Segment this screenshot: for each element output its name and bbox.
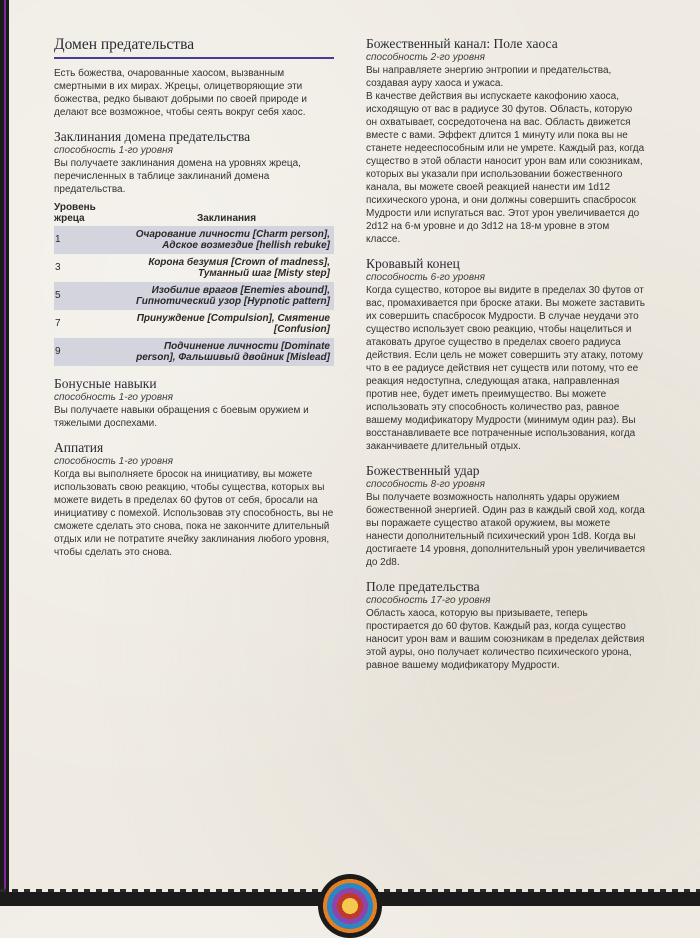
table-cell-level: 5: [54, 282, 119, 310]
bloody-end-text: Когда существо, которое вы видите в пределах 30 футов от вас, промахивается при броске атаки. Вы можете заставить их совершить спасбросок Мудрости. В случае неудачи это существо использует свою реакцию, чтобы нацелиться и атаковать другое существо в пределах своего радиуса действия. Если цель не может совершить эту атаку, потому что в ее радиусе действия нет существ или потому, что ее реакция недоступна, следующая атака, направленная против нее, будет иметь преимущество. Вы можете использовать эту способность количество раз, равное вашему модификатору Мудрости (минимум один раз). Вы восстанавливаете все потраченные использования, когда заканчиваете длительный отдых.: [366, 285, 645, 452]
page-title: Домен предательства: [54, 36, 334, 59]
table-header-spells: Заклинания: [196, 213, 257, 224]
domain-spells-level: способность 1-го уровня: [54, 145, 173, 156]
table-cell-spells: Подчинение личности [Dominate person], Фальшивый двойник [Mislead]: [119, 338, 334, 366]
bloody-end-heading: Кровавый конец: [366, 256, 460, 271]
table-cell-level: 3: [55, 262, 61, 274]
field-of-betrayal-level: способность 17-го уровня: [366, 595, 491, 606]
apathy-level: способность 1-го уровня: [54, 456, 173, 467]
table-header-level: Уровень жреца: [54, 202, 96, 224]
footer-emblem-icon: [318, 874, 382, 938]
bonus-skills-level: способность 1-го уровня: [54, 392, 173, 403]
table-cell-spells: Принуждение [Compulsion], Смятение [Confusion]: [136, 312, 330, 335]
intro-paragraph: Есть божества, очарованные хаосом, вызванным смертными в их мирах. Жрецы, олицетворяющие эти божества, редко бывают добрыми по своей природе и делают все возможное, чтобы сеять вокруг себя хаос.: [54, 68, 307, 118]
channel-heading: Божественный канал: Поле хаоса: [366, 36, 558, 51]
table-cell-spells: Очарование личности [Charm person], Адское возмездие [hellish rebuke]: [119, 226, 334, 254]
apathy-heading: Аппатия: [54, 440, 104, 455]
table-row: [54, 310, 334, 338]
channel-level: способность 2-го уровня: [366, 52, 485, 63]
apathy-text: Когда вы выполняете бросок на инициативу, вы можете использовать свою реакцию, чтобы существа, которых вы можете видеть в пределах 60 футов от себя, бросали на инициативу с помехой. Использовав эту способность, вы не сможете сделать это снова, пока не закончите длительный отдых или не потратите ячейку заклинания любого уровня, чтобы сделать это снова.: [54, 469, 334, 558]
channel-text-2: В качестве действия вы испускаете какофонию хаоса, исходящую от вас в радиусе 30 футов. Область, которую он охватывает, сосредоточена на вас. Область движется вместе с вами. Эффект длится 1 минуту или пока вы не станете недееспособным или не умрете. Каждый раз, когда существо в этой области наносит урон вам или союзникам, которых вы указали при использовании божественного канала, вы можете своей реакцией нанести им 1d12 психического урона, и они должны совершить спасбросок Мудрости или испугаться вас. Этот урон увеличивается до 2d12 на 6-м уровне и до 3d12 на 18-м уровне в этом классе.: [366, 91, 645, 245]
field-of-betrayal-text: Область хаоса, которую вы призываете, теперь простирается до 60 футов. Каждый раз, когда существо наносит урон вам и вашим союзникам в пределах действия этой ауры, оно получает количество психического урона, равное вашему модификатору Мудрости.: [366, 608, 645, 671]
bonus-skills-heading: Бонусные навыки: [54, 376, 157, 391]
divine-strike-level: способность 8-го уровня: [366, 479, 485, 490]
table-cell-level: 1: [54, 226, 119, 254]
table-cell-level: 9: [54, 338, 119, 366]
bloody-end-level: способность 6-го уровня: [366, 272, 485, 283]
table-cell-spells: Корона безумия [Crown of madness], Туманный шаг [Misty step]: [148, 256, 330, 279]
bonus-skills-text: Вы получаете навыки обращения с боевым оружием и тяжелыми доспехами.: [54, 405, 309, 429]
table-cell-level: 7: [55, 318, 61, 330]
domain-spells-text: Вы получаете заклинания домена на уровнях жреца, перечисленных в таблице заклинаний домена предательства.: [54, 158, 301, 195]
field-of-betrayal-heading: Поле предательства: [366, 579, 480, 594]
left-column: [54, 36, 334, 559]
table-row: [54, 226, 334, 254]
table-row: [54, 338, 334, 366]
domain-spells-table: [54, 202, 334, 366]
right-column: [366, 36, 646, 672]
table-row: [54, 254, 334, 282]
domain-spells-heading: Заклинания домена предательства: [54, 129, 251, 144]
divine-strike-text: Вы получаете возможность наполнять удары оружием божественной энергией. Один раз в каждый свой ход, когда вы поражаете существо атакой оружием, вы можете нанести дополнительный психический урон 1d8. Когда вы достигаете 14 уровня, дополнительный урон увеличивается до 2d8.: [366, 492, 646, 568]
channel-text-1: Вы направляете энергию энтропии и предательства, создавая ауру хаоса и ужаса.: [366, 65, 612, 89]
table-cell-spells: Изобилие врагов [Enemies abound], Гипнотический узор [Hypnotic pattern]: [119, 282, 334, 310]
table-row: [54, 282, 334, 310]
divine-strike-heading: Божественный удар: [366, 463, 480, 478]
